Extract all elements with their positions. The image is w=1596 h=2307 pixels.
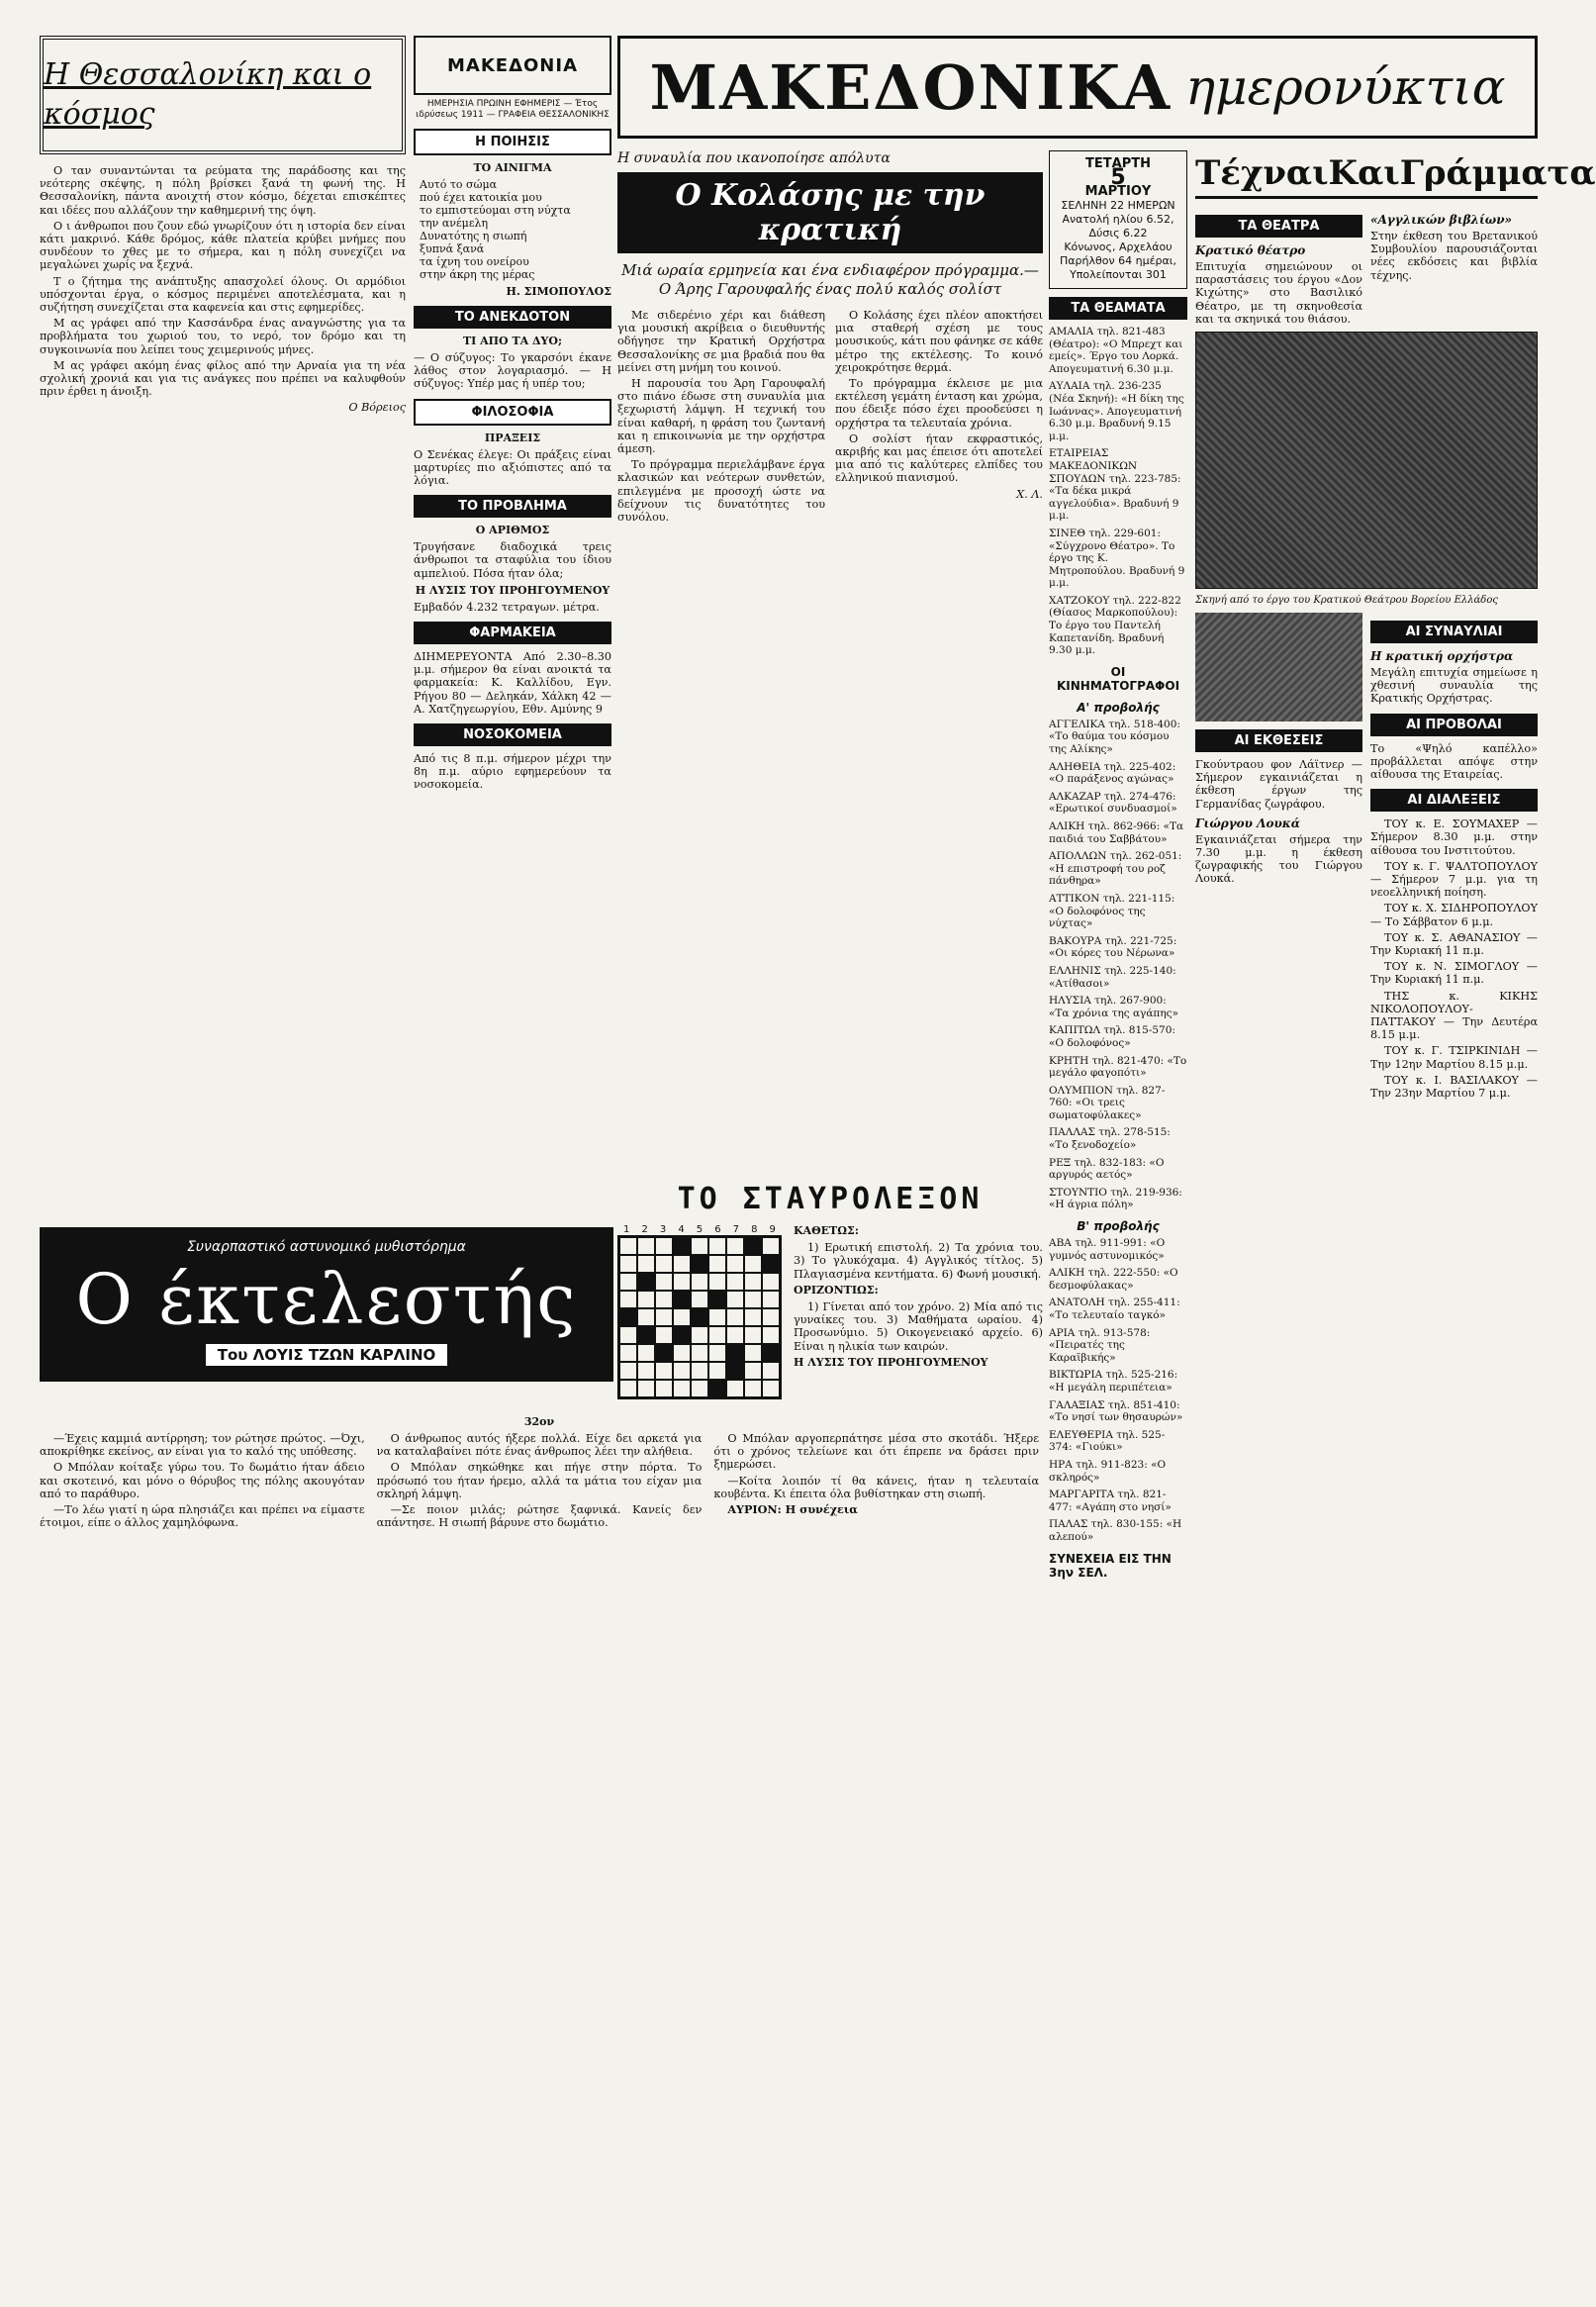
crossword-cell: [744, 1291, 762, 1308]
crossword-cell: [691, 1273, 708, 1291]
crossword-clues: [794, 1224, 1043, 1399]
poem-title: ΤΟ ΑΙΝΙΓΜΑ: [473, 161, 552, 174]
crossword-number: 6: [714, 1224, 721, 1235]
crossword-grid-wrap: [617, 1224, 782, 1399]
concert-paragraph: Η παρουσία του Άρη Γαρουφαλή στο πιάνο έδωσε στη συναυλία μια ξεχωριστή λάμψη. Η τεχνική του είναι καθαρή, η φράση του ζωντανή και η επικοινωνία με την ορχήστρα άμεση.: [617, 377, 825, 456]
books-heading: «Αγγλικών βιβλίων»: [1370, 213, 1513, 227]
concerts-subheading: Η κρατική ορχήστρα: [1370, 649, 1514, 664]
philosophy-subheading: ΠΡΑΞΕΙΣ: [484, 431, 541, 444]
novel-paragraph: Ο Μπόλαν αργοπερπάτησε μέσα στο σκοτάδι. Ήξερε ότι ο χρόνος τελείωνε και ότι έπρεπε να δράσει πριν ξημερώσει.: [713, 1432, 1040, 1472]
cinema-listing: ΑΛΚΑΖΑΡ τηλ. 274-476: «Ερωτικοί συνδυασμοί»: [1049, 790, 1177, 816]
crossword-cell: [673, 1255, 691, 1273]
crossword-cell: [762, 1237, 780, 1255]
crossword-cell: [637, 1308, 655, 1326]
cinema-listing: ΑΓΓΕΛΙΚΑ τηλ. 518-400: «Το θαύμα του κόσμου της Αλίκης»: [1049, 718, 1180, 756]
novel-paragraph: Ο Μπόλαν κοίταξε γύρω του. Το δωμάτιο ήταν άδειο και σκοτεινό, και μόνο ο θόρυβος της πόλης ακουγόταν από το παράθυρο.: [40, 1461, 365, 1500]
problem-text: Τρυγήσανε διαδοχικά τρεις άνθρωποι τα σταφύλια του ίδιου αμπελιού. Πόσα ήταν όλα;: [414, 540, 611, 580]
concert-paragraph: Ο Κολάσης έχει πλέον αποκτήσει μια σταθερή σχέση με τους μουσικούς, κάτι που φάνηκε σε κάθε μέτρο της εκτέλεσης. Το κοινό χειροκρότησε θερμά.: [835, 309, 1043, 374]
listings-continued: ΣΥΝΕΧΕΙΑ ΕΙΣ ΤΗΝ 3ην ΣΕΛ.: [1049, 1551, 1172, 1580]
crossword-cell: [708, 1308, 726, 1326]
crossword-cell: [708, 1273, 726, 1291]
date-names: Κόνωνος, Αρχελάου: [1064, 240, 1173, 253]
cinema-listing: ΓΑΛΑΞΙΑΣ τηλ. 851-410: «Το νησί των θησαυρών»: [1049, 1398, 1183, 1424]
crossword-black-cell: [655, 1344, 673, 1362]
crossword-cell: [619, 1255, 637, 1273]
philosophy-text: Ο Σενέκας έλεγε: Οι πράξεις είναι μαρτυρίες πιο αξιόπιστες από τα λόγια.: [414, 447, 611, 488]
city-paragraph: Ο ταν συναντώνται τα ρεύματα της παράδοσης και της νεότερης σκέψης, η πόλη βρίσκει ξανά τη φωνή της. Η Θεσσαλονίκη, πάντα ανοιχτή στον κόσμο, δέχεται επισκέπτες και ιδέες που αλλάζουν την καθημερινή της όψη.: [40, 164, 406, 217]
crossword-number: 8: [751, 1224, 758, 1235]
exhibit-photo: [1195, 613, 1362, 721]
crossword-cell: [726, 1291, 744, 1308]
crossword-cell: [619, 1291, 637, 1308]
concert-column: [617, 309, 825, 527]
city-paragraph: Μ ας γράφει ακόμη ένας φίλος από την Αρναία για τη νέα σχολική χρονιά και για τις ανάγκες που πρέπει να καλυφθούν πριν έρθει η άνοιξη.: [40, 358, 406, 399]
city-paragraph: Μ ας γράφει από την Κασσάνδρα ένας αναγνώστης για τα προβλήματα του χωριού του, το νερό, τον δρόμο και τη συγκοινωνία που λείπει τους χειμερινούς μήνες.: [40, 317, 406, 356]
theatre-heading: ΤΑ ΘΕΑΤΡΑ: [1195, 215, 1362, 238]
crossword-cell: [708, 1344, 726, 1362]
theatre-text: Επιτυχία σημειώνουν οι παραστάσεις του έργου «Δον Κιχώτης» στο Βασιλικό Θέατρο, με τη σκηνοθεσία και τα σκηνικά του θιάσου.: [1195, 260, 1362, 326]
lectures-heading: ΑΙ ΔΙΑΛΕΞΕΙΣ: [1370, 789, 1538, 812]
city-column: [40, 36, 406, 1213]
crossword-cell: [619, 1237, 637, 1255]
crossword-cell: [655, 1237, 673, 1255]
poem-line: τα ίχνη του ονείρου: [420, 255, 529, 268]
arts-lower-left: [1195, 613, 1362, 1103]
theatre-photo: [1195, 332, 1538, 589]
hospitals-heading: ΝΟΣΟΚΟΜΕΙΑ: [414, 723, 611, 746]
crossword-cell: [762, 1362, 780, 1380]
theatre-listing: ΣΙΝΕΘ τηλ. 229-601: «Σύγχρονο Θέατρο». Το έργο της Κ. Μητροπούλου. Βραδυνή 9 μ.μ.: [1049, 527, 1185, 590]
masthead-logo: ΜΑΚΕΔΟΝΙΑ: [414, 36, 611, 95]
crossword-black-cell: [708, 1380, 726, 1397]
theatre-listings: [1049, 326, 1187, 657]
poem-line: Αυτό το σώμα: [420, 178, 498, 191]
cinema-listing: ΟΛΥΜΠΙΟΝ τηλ. 827-760: «Οι τρεις σωματοφύλακες»: [1049, 1084, 1166, 1121]
hospitals-text: Από τις 8 π.μ. σήμερον μέχρι την 8η π.μ. αύριο εφημερεύουν τα νοσοκομεία.: [414, 752, 611, 792]
theatre-listing: ΑΜΑΛΙΑ τηλ. 821-483 (Θέατρο): «Ο Μπρεχτ και εμείς». Έργο του Λορκά. Απογευματινή 6.30 μ.μ.: [1049, 326, 1183, 375]
poetry-heading: Η ΠΟΙΗΣΙΣ: [414, 129, 611, 155]
crossword-cell: [708, 1326, 726, 1344]
concert-kicker: Η συναυλία που ικανοποίησε απόλυτα: [617, 150, 891, 166]
crossword-across-heading: ΟΡΙΖΟΝΤΙΩΣ:: [794, 1283, 879, 1297]
concerts-text: Μεγάλη επιτυχία σημείωσε η χθεσινή συναυλία της Κρατικής Ορχήστρας.: [1370, 666, 1538, 706]
novel-paragraph: Ο Μπόλαν σηκώθηκε και πήγε στην πόρτα. Το πρόσωπό του ήταν ήρεμο, αλλά τα μάτια του είχαν μια σκληρή λάμψη.: [376, 1461, 703, 1500]
poem-line: ξυπνά ξανά: [420, 242, 485, 255]
crossword-cell: [637, 1291, 655, 1308]
cinema-listing: ΡΕΞ τηλ. 832-183: «Ο αργυρός αετός»: [1049, 1156, 1165, 1182]
crossword-cell: [762, 1273, 780, 1291]
crossword-black-cell: [762, 1255, 780, 1273]
date-box: [1049, 150, 1187, 289]
crossword-cell: [637, 1362, 655, 1380]
concert-body: [617, 309, 1043, 527]
cinema-listing: ΠΑΛΑΣ τηλ. 830-155: «Η αλεπού»: [1049, 1518, 1182, 1543]
crossword-cell: [655, 1255, 673, 1273]
crossword-cell: [655, 1291, 673, 1308]
screenings-heading: ΑΙ ΠΡΟΒΟΛΑΙ: [1370, 714, 1538, 736]
novel-column: [40, 1432, 365, 1532]
concert-article: [617, 150, 1043, 1180]
lecture-item: ΤΟΥ κ. Σ. ΑΘΑΝΑΣΙΟΥ — Την Κυριακή 11 π.μ.: [1370, 930, 1538, 958]
poem-line: την ανέμελη: [420, 217, 489, 230]
crossword-black-cell: [744, 1237, 762, 1255]
crossword-cell: [655, 1380, 673, 1397]
crossword-black-cell: [691, 1255, 708, 1273]
crossword-cell: [744, 1326, 762, 1344]
crossword-cell: [637, 1380, 655, 1397]
concert-column: [835, 309, 1043, 527]
crossword-black-cell: [726, 1344, 744, 1362]
crossword-black-cell: [762, 1344, 780, 1362]
lecture-item: ΤΟΥ κ. Γ. ΨΑΛΤΟΠΟΥΛΟΥ — Σήμερον 7 μ.μ. για τη νεοελληνική ποίηση.: [1370, 859, 1538, 900]
city-paragraph: Τ ο ζήτημα της ανάπτυξης απασχολεί όλους. Οι αρμόδιοι υπόσχονται έργα, ο κόσμος περιμένει αποτελέσματα, και η συζήτηση συνεχίζεται στα καφενεία και στις εφημερίδες.: [40, 274, 406, 315]
crossword-cell: [655, 1362, 673, 1380]
section-subtitle: ημερονύκτια: [1185, 58, 1506, 116]
anecdote-subheading: ΤΙ ΑΠΟ ΤΑ ΔΥΟ;: [462, 335, 563, 347]
crossword-cell: [637, 1237, 655, 1255]
cinema-listing: ΑΛΙΚΗ τηλ. 222-550: «Ο δεσμοφύλακας»: [1049, 1267, 1178, 1292]
novel-column: [377, 1432, 703, 1532]
concert-paragraph: Το πρόγραμμα περιελάμβανε έργα κλασικών και νεότερων συνθετών, επιλεγμένα με προσοχή ώστε να δείχνουν τις δυνατότητες του συνόλου.: [617, 458, 825, 525]
date-number: 5: [1110, 165, 1126, 190]
novel-continued: ΑΥΡΙΟΝ: Η συνέχεια: [727, 1502, 858, 1517]
exhibits-text: Γκούντραου φον Λάϊτνερ — Σήμερον εγκαινιάζεται η έκθεση έργων της Γερμανίδας ζωγράφου.: [1195, 758, 1362, 811]
philosophy-heading: ΦΙΛΟΣΟΦΙΑ: [414, 399, 611, 426]
crossword-cell: [673, 1344, 691, 1362]
novel-banner: [40, 1227, 613, 1382]
concert-paragraph: Ο σολίστ ήταν εκφραστικός, ακριβής και μας έπεισε ότι αποτελεί μια από τις καλύτερες ελπίδες του ελληνικού πιανισμού.: [835, 432, 1043, 485]
date-moon: ΣΕΛΗΝΗ 22 ΗΜΕΡΩΝ: [1061, 199, 1175, 212]
problem-subheading: Ο ΑΡΙΘΜΟΣ: [475, 524, 550, 537]
lecture-item: ΤΟΥ κ. Ν. ΣΙΜΟΓΛΟΥ — Την Κυριακή 11 π.μ.: [1370, 960, 1538, 987]
crossword-down-text: 1) Ερωτική επιστολή. 2) Τα χρόνια του. 3) Το γλυκόχαμα. 4) Αγγλικός τίτλος. 5) Πλαγιασμένα κεντήματα. 6) Φωνή μουσική.: [794, 1241, 1043, 1281]
cinema-listing: ΑΝΑΤΟΛΗ τηλ. 255-411: «Το τελευταίο ταγκό»: [1049, 1297, 1180, 1321]
poem-author: Η. ΣΙΜΟΠΟΥΛΟΣ: [506, 285, 611, 298]
novel-episode: 32ον: [523, 1415, 555, 1428]
cinema-listing: ΑΛΗΘΕΙΑ τηλ. 225-402: «Ο παράξενος αγώνας»: [1049, 760, 1176, 786]
poem-line: πού έχει κατοικία μου: [420, 191, 542, 204]
crossword-cell: [691, 1291, 708, 1308]
crossword-number: 9: [769, 1224, 776, 1235]
listings-heading: ΤΑ ΘΕΑΜΑΤΑ: [1049, 297, 1187, 320]
listings-column: [1049, 150, 1187, 1962]
crossword-cell: [744, 1344, 762, 1362]
crossword-cell: [655, 1308, 673, 1326]
crossword-cell: [655, 1273, 673, 1291]
theatre-listing: ΧΑΤΖΟΚΟΥ τηλ. 222-822 (Θίασος Μαρκοπούλου): Το έργο του Παντελή Καπετανίδη. Βραδυνή 9.30 μ.μ.: [1049, 594, 1181, 657]
crossword-number: 5: [696, 1224, 704, 1235]
concert-headline: Ο Κολάσης με την κρατική: [617, 172, 1043, 253]
arts-heading: ΤέχναιΚαιΓράμματα: [1195, 150, 1538, 199]
date-days: Παρήλθον 64 ημέραι, Υπολείπονται 301: [1060, 254, 1176, 281]
cinema-listing: ΣΤΟΥΝΤΙΟ τηλ. 219-936: «Η άγρια πόλη»: [1049, 1186, 1182, 1211]
problem-heading: ΤΟ ΠΡΟΒΛΗΜΑ: [414, 495, 611, 518]
novel-banner-block: [40, 1227, 613, 1382]
crossword-cell: [726, 1255, 744, 1273]
crossword-cell: [726, 1380, 744, 1397]
theatre-listing: ΕΤΑΙΡΕΙΑΣ ΜΑΚΕΔΟΝΙΚΩΝ ΣΠΟΥΔΩΝ τηλ. 223-785: «Τα δέκα μικρά αγγελούδια». Βραδυνή 9 μ.μ.: [1049, 447, 1181, 523]
novel-title: Ο έκτελεστής: [75, 1259, 578, 1340]
books-text: Στην έκθεση του Βρετανικού Συμβουλίου παρουσιάζονται νέες εκδόσεις και βιβλία τέχνης.: [1370, 230, 1538, 282]
cinema-listing: ΑΡΙΑ τηλ. 913-578: «Πειρατές της Καραϊβικής»: [1049, 1326, 1151, 1364]
novel-paragraph: —Έχεις καμμιά αντίρρηση; τον ρώτησε πρώτος. —Όχι, αποκρίθηκε εκείνος, αν είναι για το καλό της υπόθεσης.: [40, 1432, 365, 1459]
screenings-text: Το «Ψηλό καπέλλο» προβάλλεται απόψε στην αίθουσα της Εταιρείας.: [1370, 741, 1538, 782]
cinema-listings-second: [1049, 1237, 1187, 1543]
second-run-heading: Β' προβολής: [1077, 1219, 1160, 1234]
crossword-number: 3: [659, 1224, 667, 1235]
crossword-cell: [619, 1326, 637, 1344]
solution-text: Εμβαδόν 4.232 τετραγων. μέτρα.: [414, 600, 600, 614]
crossword-cell: [673, 1362, 691, 1380]
cinema-listing: ΜΑΡΓΑΡΙΤΑ τηλ. 821-477: «Αγάπη στο νησί»: [1049, 1489, 1172, 1513]
crossword-cell: [744, 1308, 762, 1326]
crossword-cell: [637, 1344, 655, 1362]
novel-kicker: Συναρπαστικό αστυνομικό μυθιστόρημα: [187, 1239, 466, 1255]
concert-signature: Χ. Λ.: [1016, 487, 1043, 501]
crossword: [617, 1178, 1043, 1399]
lecture-item: ΤΟΥ κ. Χ. ΣΙΔΗΡΟΠΟΥΛΟΥ — Το Σάββατον 6 μ.μ.: [1370, 902, 1538, 928]
crossword-cell: [708, 1362, 726, 1380]
crossword-across-text: 1) Γίνεται από τον χρόνο. 2) Μία από τις γυναίκες του. 3) Μαθήματα ωραίου. 4) Προσωνύμιο. 5) Οικογενειακό αρχείο. 6) Είναι η ηλικία των καιρών.: [794, 1300, 1043, 1353]
crossword-black-cell: [726, 1362, 744, 1380]
city-signature: Ο Βόρειος: [348, 401, 406, 415]
crossword-down-heading: ΚΑΘΕΤΩΣ:: [794, 1224, 859, 1237]
crossword-black-cell: [691, 1308, 708, 1326]
crossword-cell: [744, 1362, 762, 1380]
lecture-item: ΤΗΣ κ. ΚΙΚΗΣ ΝΙΚΟΛΟΠΟΥΛΟΥ-ΠΑΤΤΑΚΟΥ — Την Δευτέρα 8.15 μ.μ.: [1370, 989, 1538, 1042]
solution-heading: Η ΛΥΣΙΣ ΤΟΥ ΠΡΟΗΓΟΥΜΕΝΟΥ: [415, 583, 610, 597]
lectures-list: [1370, 817, 1538, 1100]
concert-deck: Μιά ωραία ερμηνεία και ένα ενδιαφέρον πρόγραμμα.— Ο Άρης Γαρουφαλής ένας πολύ καλός σολίστ: [621, 261, 1039, 298]
cinema-listings: [1049, 719, 1187, 1211]
cinema-listing: ΠΑΛΛΑΣ τηλ. 278-515: «Το ξενοδοχείο»: [1049, 1126, 1171, 1152]
crossword-black-cell: [637, 1273, 655, 1291]
crossword-cell: [619, 1344, 637, 1362]
crossword-cell: [619, 1380, 637, 1397]
cinema-listing: ΚΡΗΤΗ τηλ. 821-470: «Το μεγάλο φαγοπότι»: [1049, 1054, 1187, 1080]
crossword-number: 1: [623, 1224, 630, 1235]
novel-paragraph: —Σε ποιον μιλάς; ρώτησε ξαφνικά. Κανείς δεν απάντησε. Η σιωπή βάρυνε στο δωμάτιο.: [376, 1503, 703, 1530]
crossword-cell: [726, 1273, 744, 1291]
crossword-black-cell: [708, 1291, 726, 1308]
crossword-cell: [726, 1326, 744, 1344]
poem-line: στην άκρη της μέρας: [420, 268, 535, 281]
crossword-black-cell: [619, 1308, 637, 1326]
crossword-number: 7: [732, 1224, 740, 1235]
crossword-cell: [691, 1380, 708, 1397]
crossword-cell: [744, 1380, 762, 1397]
arts-theatre: [1195, 207, 1362, 326]
cinema-listing: ΗΡΑ τηλ. 911-823: «Ο σκληρός»: [1049, 1458, 1167, 1484]
crossword-black-cell: [673, 1291, 691, 1308]
masthead-info: ΗΜΕΡΗΣΙΑ ΠΡΩΙΝΗ ΕΦΗΜΕΡΙΣ — Έτος ιδρύσεως 1911 — ΓΡΑΦΕΙΑ ΘΕΣΣΑΛΟΝΙΚΗΣ: [416, 99, 610, 120]
crossword-row: [617, 1224, 1043, 1399]
lecture-item: ΤΟΥ κ. Ε. ΣΟΥΜΑΧΕΡ — Σήμερον 8.30 μ.μ. στην αίθουσα του Ινστιτούτου.: [1370, 817, 1538, 857]
theatre-listing: ΑΥΛΑΙΑ τηλ. 236-235 (Νέα Σκηνή): «Η δίκη της Ιωάννας». Απογευματινή 6.30 μ.μ. Βραδυνή 9.15 μ.μ.: [1049, 380, 1184, 442]
poem-body: [414, 178, 611, 281]
cinema-listing: ΑΤΤΙΚΟΝ τηλ. 221-115: «Ο δολοφόνος της νύχτας»: [1049, 892, 1175, 930]
exhibits-text-2: Εγκαινιάζεται σήμερα την 7.30 μ.μ. η έκθεση ζωγραφικής του Γιώργου Λουκά.: [1195, 832, 1362, 886]
first-run-heading: Α' προβολής: [1077, 700, 1160, 715]
crossword-cell: [673, 1273, 691, 1291]
novel-paragraph: —Κοίτα λοιπόν τί θα κάνεις, ήταν η τελευταία κουβέντα. Κι έπειτα όλα βυθίστηκαν στη σιωπή.: [713, 1474, 1040, 1500]
section-header: [617, 36, 1538, 139]
lecture-item: ΤΟΥ κ. Ι. ΒΑΣΙΛΑΚΟΥ — Την 23ην Μαρτίου 7 μ.μ.: [1370, 1073, 1538, 1101]
cinema-listing: ΑΒΑ τηλ. 911-991: «Ο γυμνός αστυνομικός»: [1049, 1237, 1166, 1262]
poem-line: Δυνατότης η σιωπή: [420, 230, 527, 242]
cinemas-heading: ΟΙ ΚΙΝΗΜΑΤΟΓΡΑΦΟΙ: [1056, 664, 1180, 693]
pharmacies-text: ΔΙΗΜΕΡΕΥΟΝΤΑ Από 2.30–8.30 μ.μ. σήμερον θα είναι ανοικτά τα φαρμακεία: Κ. Καλλίδου, Εγν. Ρήγου 80 — Δεληκάν, Χάλκη 42 — Α. Χατζηγεωργίου, Εθν. Αμύνης 9: [414, 650, 611, 716]
novel-columns: [40, 1432, 1039, 1532]
cinema-listing: ΑΛΙΚΗ τηλ. 862-966: «Τα παιδιά του Σαββάτου»: [1049, 820, 1184, 845]
crossword-cell: [744, 1273, 762, 1291]
crossword-cell: [744, 1255, 762, 1273]
arts-column: [1195, 150, 1596, 1962]
city-column-heading: Η Θεσσαλονίκη και ο κόσμος: [44, 57, 372, 132]
crossword-cell: [619, 1362, 637, 1380]
pharmacies-heading: ΦΑΡΜΑΚΕΙΑ: [414, 622, 611, 644]
crossword-cell: [673, 1308, 691, 1326]
novel-paragraph: —Το λέω γιατί η ώρα πλησιάζει και πρέπει να είμαστε έτοιμοι, είπε ο άλλος χαμηλόφωνα.: [40, 1503, 365, 1530]
concert-paragraph: Το πρόγραμμα έκλεισε με μια εκτέλεση γεμάτη ένταση και χρώμα, που έδειξε πόσο έχει προοδεύσει η ορχήστρα τα τελευταία χρόνια.: [835, 377, 1043, 430]
arts-top: [1195, 207, 1538, 326]
cinema-listing: ΕΛΕΥΘΕΡΙΑ τηλ. 525-374: «Γιούκι»: [1049, 1428, 1166, 1454]
crossword-cell: [619, 1273, 637, 1291]
exhibits-subheading: Γιώργου Λουκά: [1195, 816, 1301, 830]
crossword-cell: [708, 1237, 726, 1255]
date-sun: Ανατολή ηλίου 6.52, Δύσις 6.22: [1062, 213, 1174, 240]
crossword-number: 2: [641, 1224, 648, 1235]
anecdote-text: — Ο σύζυγος: Το γκαρσόνι έκανε λάθος στον λογαριασμό. — Η σύζυγος: Υπέρ μας ή υπέρ του;: [414, 351, 611, 391]
arts-lower: [1195, 613, 1538, 1103]
cinema-listing: ΒΙΚΤΩΡΙΑ τηλ. 525-216: «Η μεγάλη περιπέτεια»: [1049, 1369, 1178, 1394]
crossword-black-cell: [673, 1237, 691, 1255]
cinema-listing: ΑΠΟΛΛΩΝ τηλ. 262-051: «Η επιστροφή του ροζ πάνθηρα»: [1049, 850, 1182, 888]
crossword-solution-heading: Η ΛΥΣΙΣ ΤΟΥ ΠΡΟΗΓΟΥΜΕΝΟΥ: [794, 1355, 988, 1369]
concert-paragraph: Με σιδερένιο χέρι και διάθεση για μουσική ακρίβεια ο διευθυντής οδήγησε την Κρατική Ορχήστρα Θεσσαλονίκης σε μια βραδιά που θα μείνει στη μνήμη του κοινού.: [617, 309, 825, 374]
crossword-cell: [708, 1255, 726, 1273]
city-paragraph: Ο ι άνθρωποι που ζουν εδώ γνωρίζουν ότι η ιστορία δεν είναι κάτι μακρινό. Κάθε δρόμος, κάθε πλατεία κρύβει μνήμες που συνδέουν το χθες με το σήμερα, και η πόλη συνεχίζει να μεγαλώνει χωρίς να ξεχνά.: [40, 219, 406, 272]
crossword-cell: [762, 1380, 780, 1397]
crossword-cell: [726, 1308, 744, 1326]
crossword-cell: [691, 1344, 708, 1362]
crossword-cell: [726, 1237, 744, 1255]
crossword-cell: [762, 1291, 780, 1308]
crossword-cell: [691, 1362, 708, 1380]
exhibits-heading: ΑΙ ΕΚΘΕΣΕΙΣ: [1195, 729, 1362, 752]
date-month: ΜΑΡΤΙΟΥ: [1084, 184, 1152, 199]
novel-text: [40, 1415, 1039, 2306]
lecture-item: ΤΟΥ κ. Γ. ΤΣΙΡΚΙΝΙΔΗ — Την 12ην Μαρτίου 8.15 μ.μ.: [1370, 1044, 1538, 1071]
misc-column: [414, 36, 611, 1213]
crossword-black-cell: [637, 1326, 655, 1344]
crossword-cell: [762, 1326, 780, 1344]
date-day: ΤΕΤΑΡΤΗ: [1085, 156, 1151, 171]
crossword-title: ΤΟ ΣΤΑΥΡΟΛΕΞΟΝ: [677, 1182, 984, 1216]
cinema-listing: ΒΑΚΟΥΡΑ τηλ. 221-725: «Οι κόρες του Νέρωνα»: [1049, 934, 1177, 960]
theatre-subheading: Κρατικό θέατρο: [1195, 243, 1306, 257]
cinema-listing: ΗΛΥΣΙΑ τηλ. 267-900: «Τα χρόνια της αγάπης»: [1049, 995, 1178, 1019]
crossword-cell: [762, 1308, 780, 1326]
crossword-black-cell: [673, 1326, 691, 1344]
novel-column: [713, 1432, 1039, 1532]
crossword-cell: [673, 1380, 691, 1397]
crossword-grid: [617, 1235, 782, 1399]
crossword-cell: [655, 1326, 673, 1344]
section-title: ΜΑΚΕΔΟΝΙΚΑ: [649, 50, 1173, 124]
novel-author: Του ΛΟΥΙΣ ΤΖΩΝ ΚΑΡΛΙΝΟ: [206, 1344, 448, 1366]
crossword-cell: [637, 1255, 655, 1273]
arts-lower-right: [1370, 613, 1538, 1103]
city-column-heading-box: [40, 36, 406, 154]
concerts-heading: ΑΙ ΣΥΝΑΥΛΙΑΙ: [1370, 621, 1538, 643]
cinema-listing: ΕΛΛΗΝΙΣ τηλ. 225-140: «Ατίθασοι»: [1049, 964, 1176, 990]
crossword-number: 4: [678, 1224, 685, 1235]
crossword-cell: [691, 1237, 708, 1255]
novel-paragraph: Ο άνθρωπος αυτός ήξερε πολλά. Είχε δει αρκετά για να καταλαβαίνει πότε ένας άνθρωπος λέει την αλήθεια.: [376, 1432, 703, 1459]
theatre-photo-caption: Σκηνή από το έργο του Κρατικού Θεάτρου Βορείου Ελλάδος: [1195, 595, 1498, 607]
crossword-cell: [691, 1326, 708, 1344]
city-column-body: [40, 164, 406, 415]
poem-line: το εμπιστεύομαι στη νύχτα: [420, 204, 571, 217]
anecdote-heading: ΤΟ ΑΝΕΚΔΟΤΟΝ: [414, 306, 611, 329]
crossword-numbers: [617, 1224, 782, 1235]
arts-books: [1370, 207, 1538, 326]
cinema-listing: ΚΑΠΙΤΩΛ τηλ. 815-570: «Ο δολοφόνος»: [1049, 1024, 1175, 1049]
